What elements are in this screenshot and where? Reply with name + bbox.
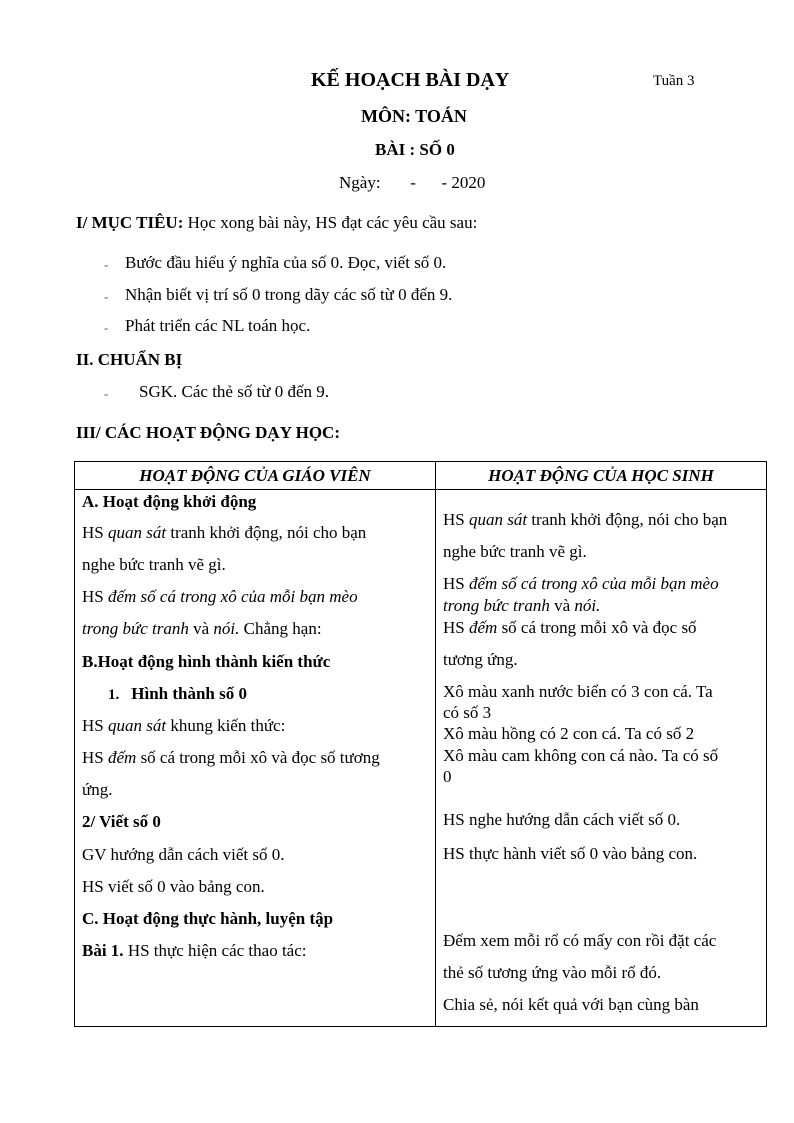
- student-line: Xô màu hồng có 2 con cá. Ta có số 2: [443, 724, 695, 743]
- student-line: Đếm xem mỗi rổ có mấy con rồi đặt các: [443, 931, 717, 950]
- teacher-line: HS quan sát khung kiến thức:: [82, 716, 286, 735]
- student-line: nghe bức tranh vẽ gì.: [443, 542, 587, 561]
- date-line: Ngày: - - 2020: [339, 173, 486, 192]
- section-b-heading: B.Hoạt động hình thành kiến thức: [82, 652, 331, 671]
- objectives-heading: I/ MỤC TIÊU:: [76, 213, 184, 232]
- student-activities-cell: [436, 490, 767, 1027]
- teacher-line: GV hướng dẫn cách viết số 0.: [82, 845, 285, 864]
- objective-item: Nhận biết vị trí số 0 trong dãy các số từ 0 đến 9.: [125, 285, 453, 304]
- teacher-column-header: HOẠT ĐỘNG CỦA GIÁO VIÊN: [75, 462, 436, 490]
- bullet-dash: -: [104, 257, 109, 272]
- student-line: trong bức tranh và nói.: [443, 596, 601, 615]
- teacher-line: nghe bức tranh vẽ gì.: [82, 555, 226, 574]
- teacher-line: HS quan sát tranh khởi động, nói cho bạn: [82, 523, 367, 542]
- student-line: 0: [443, 767, 452, 786]
- section-c-heading: C. Hoạt động thực hành, luyện tập: [82, 909, 334, 928]
- student-line: Xô màu cam không con cá nào. Ta có số: [443, 746, 719, 765]
- lesson-heading: BÀI : SỐ 0: [375, 140, 455, 159]
- bullet-dash: -: [104, 320, 109, 335]
- objectives-intro: Học xong bài này, HS đạt các yêu cầu sau:: [183, 213, 478, 232]
- objectives-line: [76, 213, 477, 233]
- preparation-item: SGK. Các thẻ số từ 0 đến 9.: [139, 382, 330, 401]
- objective-item: Phát triển các NL toán học.: [125, 316, 311, 335]
- teacher-line: HS đếm số cá trong mỗi xô và đọc số tương: [82, 748, 380, 767]
- week-label: Tuần 3: [653, 73, 695, 89]
- document-title: KẾ HOẠCH BÀI DẠY: [311, 69, 510, 91]
- student-line: HS đếm số cá trong xô của mỗi bạn mèo: [443, 574, 719, 593]
- activities-heading: III/ CÁC HOẠT ĐỘNG DẠY HỌC:: [76, 423, 340, 442]
- student-line: HS nghe hướng dẫn cách viết số 0.: [443, 810, 681, 829]
- student-line: có số 3: [443, 703, 492, 722]
- student-line: tương ứng.: [443, 650, 518, 669]
- bullet-dash: -: [104, 386, 109, 401]
- student-line: HS thực hành viết số 0 vào bảng con.: [443, 844, 698, 863]
- teacher-line: Bài 1. HS thực hiện các thao tác:: [82, 941, 307, 960]
- subject-heading: MÔN: TOÁN: [361, 106, 467, 126]
- student-line: HS quan sát tranh khởi động, nói cho bạn: [443, 510, 728, 529]
- student-line: HS đếm số cá trong mỗi xô và đọc số: [443, 618, 697, 637]
- student-line: Xô màu xanh nước biển có 3 con cá. Ta: [443, 682, 713, 701]
- teacher-line: HS viết số 0 vào bảng con.: [82, 877, 265, 896]
- teacher-line: HS đếm số cá trong xô của mỗi bạn mèo: [82, 587, 358, 606]
- activities-table: [74, 461, 767, 1027]
- objective-item: Bước đầu hiểu ý nghĩa của số 0. Đọc, viết số 0.: [125, 253, 447, 272]
- preparation-heading: II. CHUẨN BỊ: [76, 350, 183, 369]
- teacher-activities-cell: [75, 490, 436, 1027]
- student-line: Chia sẻ, nói kết quả với bạn cùng bàn: [443, 995, 699, 1014]
- student-column-header: HOẠT ĐỘNG CỦA HỌC SINH: [436, 462, 767, 490]
- teacher-line: trong bức tranh và nói. Chẳng hạn:: [82, 619, 322, 638]
- bullet-dash: -: [104, 289, 109, 304]
- subsection-b1: 1. Hình thành số 0: [108, 684, 247, 703]
- teacher-line: ứng.: [82, 780, 113, 799]
- student-line: thẻ số tương ứng vào mỗi rổ đó.: [443, 963, 662, 982]
- section-a-heading: A. Hoạt động khởi động: [82, 492, 257, 511]
- subsection-b2: 2/ Viết số 0: [82, 812, 161, 831]
